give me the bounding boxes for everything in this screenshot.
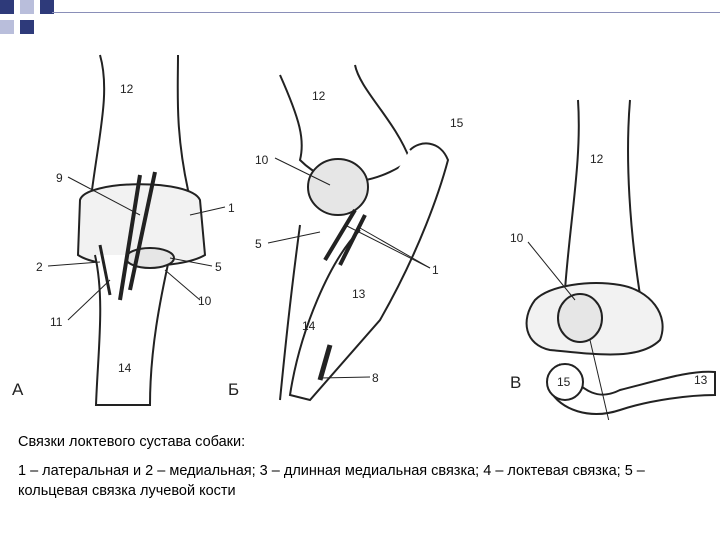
label-b-15: 15 xyxy=(450,116,464,130)
label-a-11: 11 xyxy=(50,315,63,329)
label-c-12: 12 xyxy=(590,152,604,166)
label-c-10: 10 xyxy=(510,231,524,245)
label-a-5: 5 xyxy=(215,260,222,274)
label-b-1: 1 xyxy=(432,263,439,277)
label-a-14: 14 xyxy=(118,361,132,375)
label-b-12: 12 xyxy=(312,89,326,103)
label-a-2: 2 xyxy=(36,260,43,274)
caption-text: 1 – латеральная и 2 – медиальная; 3 – длинная медиальная связка; 4 – локтевая связка; 5 – кольцевая связка лучевой кости xyxy=(18,463,645,499)
header-rule xyxy=(52,12,720,13)
panel-a-drawing xyxy=(78,55,205,405)
label-a-12: 12 xyxy=(120,82,134,96)
label-b-10: 10 xyxy=(255,153,269,167)
panel-b-drawing xyxy=(280,65,448,400)
label-a-9: 9 xyxy=(56,171,63,185)
elbow-ligaments-figure xyxy=(0,40,720,420)
label-b-8: 8 xyxy=(372,371,379,385)
label-a-1: 1 xyxy=(228,201,235,215)
panel-c-drawing xyxy=(527,100,715,414)
caption-title: Связки локтевого сустава собаки: xyxy=(18,434,246,450)
label-b-13: 13 xyxy=(352,287,366,301)
label-b-14: 14 xyxy=(302,319,316,333)
panel-letter-b: Б xyxy=(228,380,240,399)
label-c-13: 13 xyxy=(694,373,708,387)
label-c-15: 15 xyxy=(557,375,571,389)
panel-letter-a: А xyxy=(12,380,24,399)
figure-caption xyxy=(18,432,708,501)
panel-letter-c: В xyxy=(510,373,522,392)
label-b-5: 5 xyxy=(255,237,262,251)
label-a-10: 10 xyxy=(198,294,212,308)
